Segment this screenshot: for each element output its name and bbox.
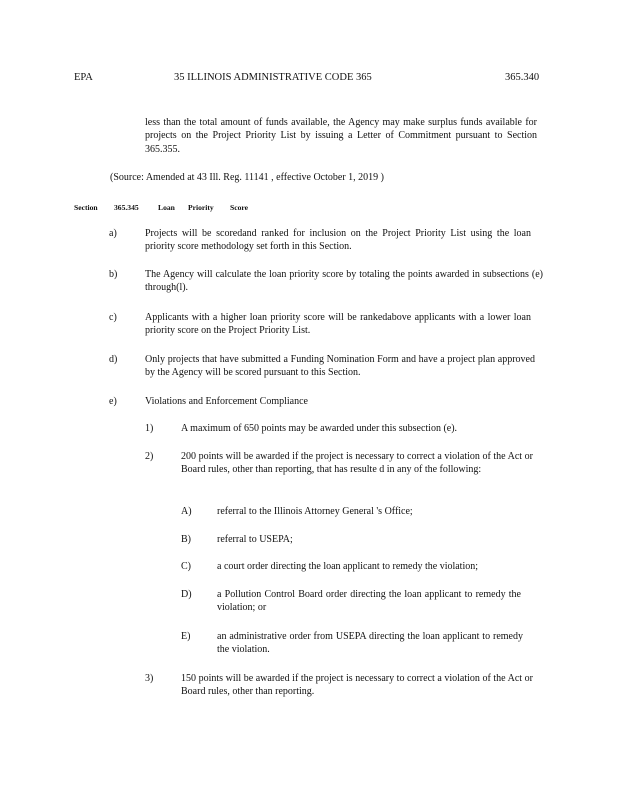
subsubitem-text: referral to the Illinois Attorney General 's Office;	[217, 506, 413, 517]
subsubitem-label: C)	[181, 561, 191, 572]
subsubitem-text: a Pollution Control Board order directing the loan applicant to remedy the violation; or	[217, 589, 521, 614]
header-agency: EPA	[74, 72, 93, 83]
subitem-text: A maximum of 650 points may be awarded under this subsection (e).	[181, 423, 458, 434]
header-code-title: 35 ILLINOIS ADMINISTRATIVE CODE 365	[174, 72, 372, 83]
source-note: (Source: Amended at 43 Ill. Reg. 11141 , effective October 1, 2019 )	[110, 172, 384, 183]
subitem-label: 1)	[145, 423, 154, 434]
item-text: Applicants with a higher loan priority score will be rankedabove applicants with a lower loan priority score on the Project Priority List.	[145, 312, 531, 337]
subsubitem-text: referral to USEPA;	[217, 534, 293, 545]
item-text: The Agency will calculate the loan priority score by totaling the points awarded in subsections (e) through(l).	[145, 269, 543, 294]
section-title-word-2: Priority	[188, 203, 214, 212]
section-title-word-1: Loan	[158, 203, 175, 212]
subitem-label: 3)	[145, 673, 154, 684]
item-label: a)	[109, 228, 117, 239]
subitem-label: 2)	[145, 451, 154, 462]
item-text: Projects will be scoredand ranked for inclusion on the Project Priority List using the loan priority score methodology set forth in this Section.	[145, 228, 531, 253]
item-text: Only projects that have submitted a Funding Nomination Form and have a project plan approved by the Agency will be scored pursuant to this Section.	[145, 354, 535, 379]
subitem-text: 200 points will be awarded if the project is necessary to correct a violation of the Act or Board rules, other than reporting, that has resulte d in any of the following:	[181, 451, 533, 476]
subsubitem-text: a court order directing the loan applicant to remedy the violation;	[217, 561, 479, 572]
header-section-number: 365.340	[505, 72, 540, 83]
subsubitem-label: E)	[181, 631, 191, 642]
section-title-word-3: Score	[230, 203, 248, 212]
section-number: 365.345	[114, 203, 139, 212]
subitem-text: 150 points will be awarded if the project is necessary to correct a violation of the Act or Board rules, other than reporting.	[181, 673, 533, 698]
item-label: e)	[109, 396, 117, 407]
item-label: d)	[109, 354, 118, 365]
subsubitem-label: A)	[181, 506, 192, 517]
section-word: Section	[74, 203, 98, 212]
item-label: b)	[109, 269, 118, 280]
subsubitem-label: B)	[181, 534, 191, 545]
subsubitem-text: an administrative order from USEPA directing the loan applicant to remedy the violation.	[217, 631, 523, 656]
subsubitem-label: D)	[181, 589, 192, 600]
item-label: c)	[109, 312, 117, 323]
item-text: Violations and Enforcement Compliance	[145, 396, 308, 407]
intro-continuation: less than the total amount of funds available, the Agency may make surplus funds available for projects on the Project Priority List by issuing a Letter of Commitment pursuant to Section 365.355.	[145, 117, 537, 155]
